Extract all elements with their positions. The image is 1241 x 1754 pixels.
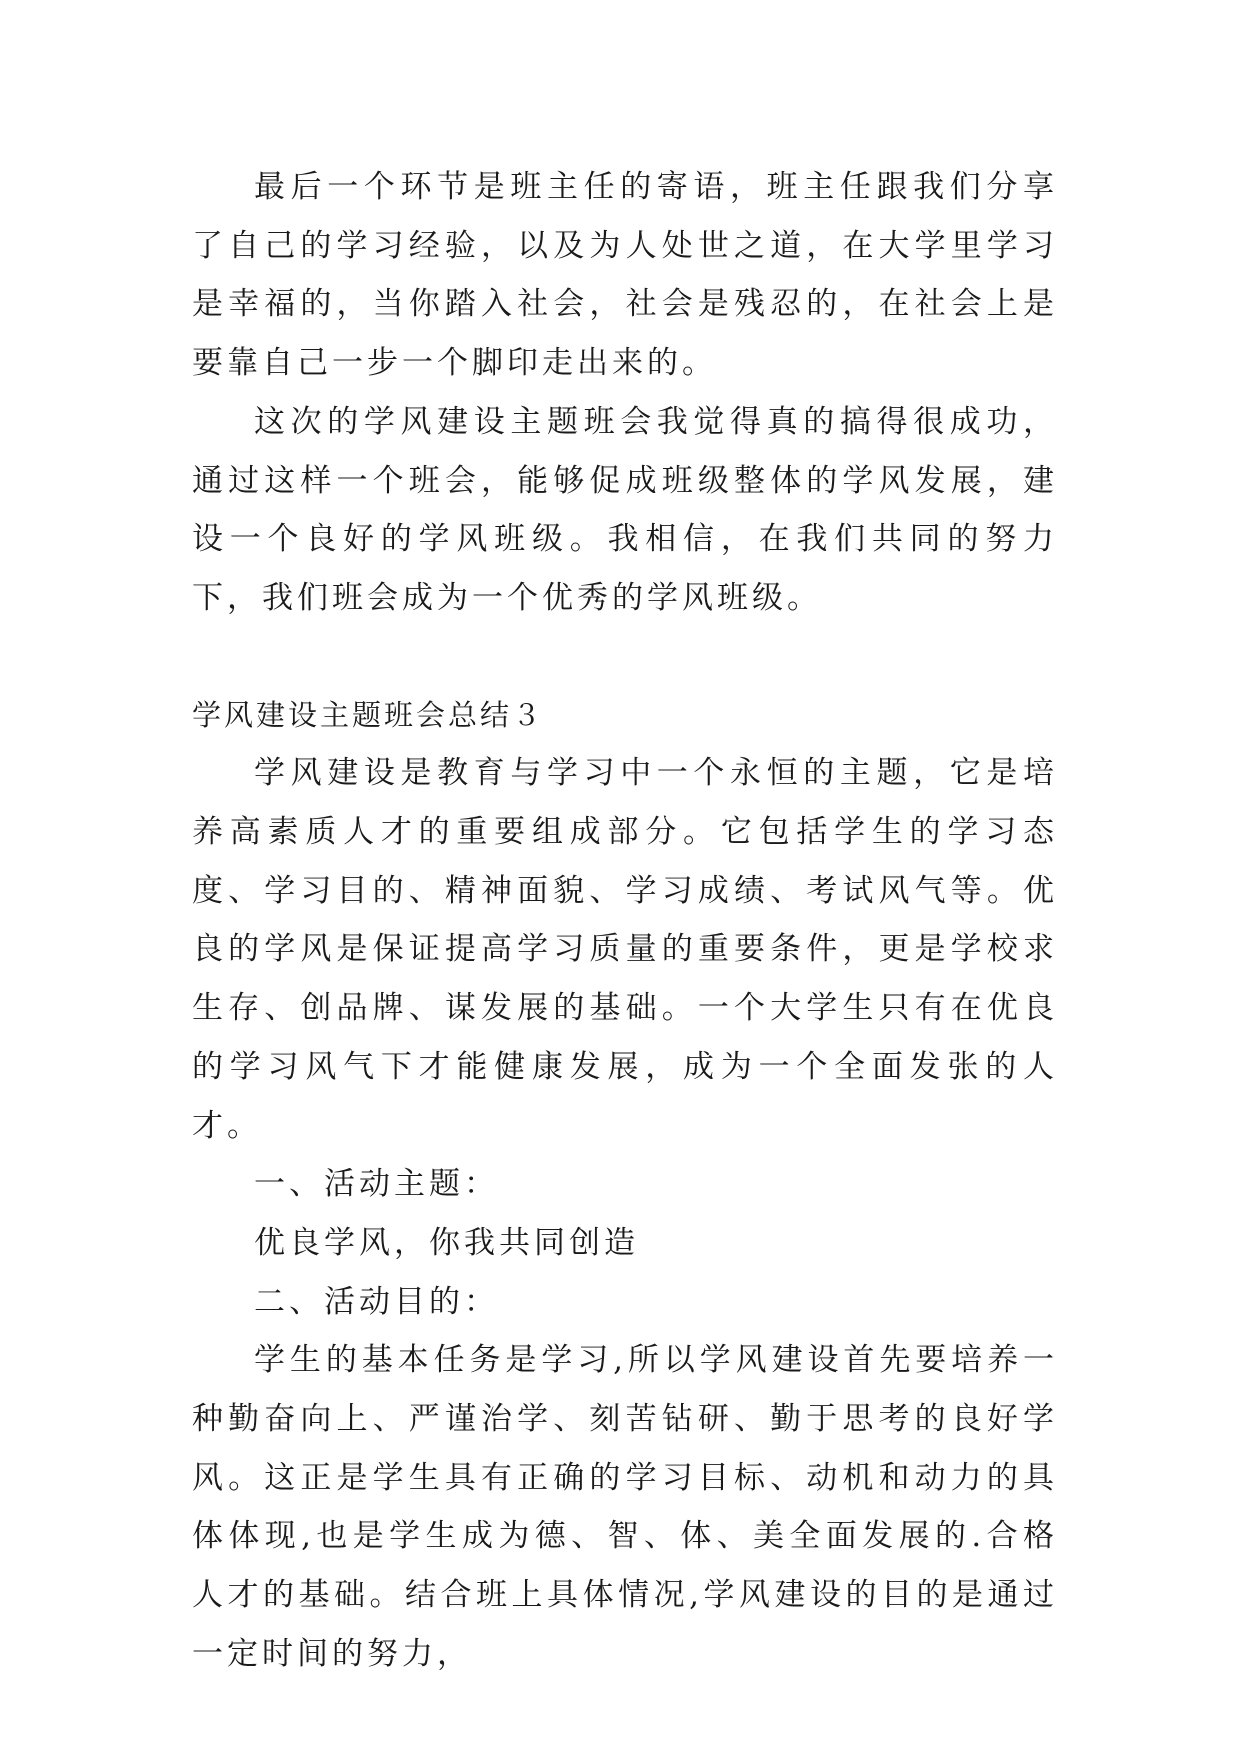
paragraph-activity-purpose: 学生的基本任务是学习,所以学风建设首先要培养一种勤奋向上、严谨治学、刻苦钻研、勤于思考的良好学风。这正是学生具有正确的学习目标、动机和动力的具体体现,也是学生成为德、智、体、美全面发展的.合格人才的基础。结合班上具体情况,学风建设的目的是通过一定时间的努力， [192,1342,1058,1672]
document-body [192,158,1058,1684]
paragraph-study-style-intro: 学风建设是教育与学习中一个永恒的主题，它是培养高素质人才的重要组成部分。它包括学生的学习态度、学习目的、精神面貌、学习成绩、考试风气等。优良的学风是保证提高学习质量的重要条件，更是学校求生存、创品牌、谋发展的基础。一个大学生只有在优良的学习风气下才能健康发展，成为一个全面发张的人才。 [192,755,1058,1144]
heading-activity-purpose: 二、活动目的： [254,1283,499,1320]
paragraph-teacher-message: 最后一个环节是班主任的寄语，班主任跟我们分享了自己的学习经验，以及为人处世之道，在大学里学习是幸福的，当你踏入社会，社会是残忍的，在社会上是要靠自己一步一个脚印走出来的。 [192,169,1058,382]
section-title: 学风建设主题班会总结３ [192,697,545,732]
paragraph-meeting-success: 这次的学风建设主题班会我觉得真的搞得很成功，通过这样一个班会，能够促成班级整体的学风发展，建设一个良好的学风班级。我相信，在我们共同的努力下，我们班会成为一个优秀的学风班级。 [192,403,1058,616]
heading-activity-theme: 一、活动主题： [254,1166,499,1203]
paragraph-activity-theme: 优良学风，你我共同创造 [254,1224,639,1261]
